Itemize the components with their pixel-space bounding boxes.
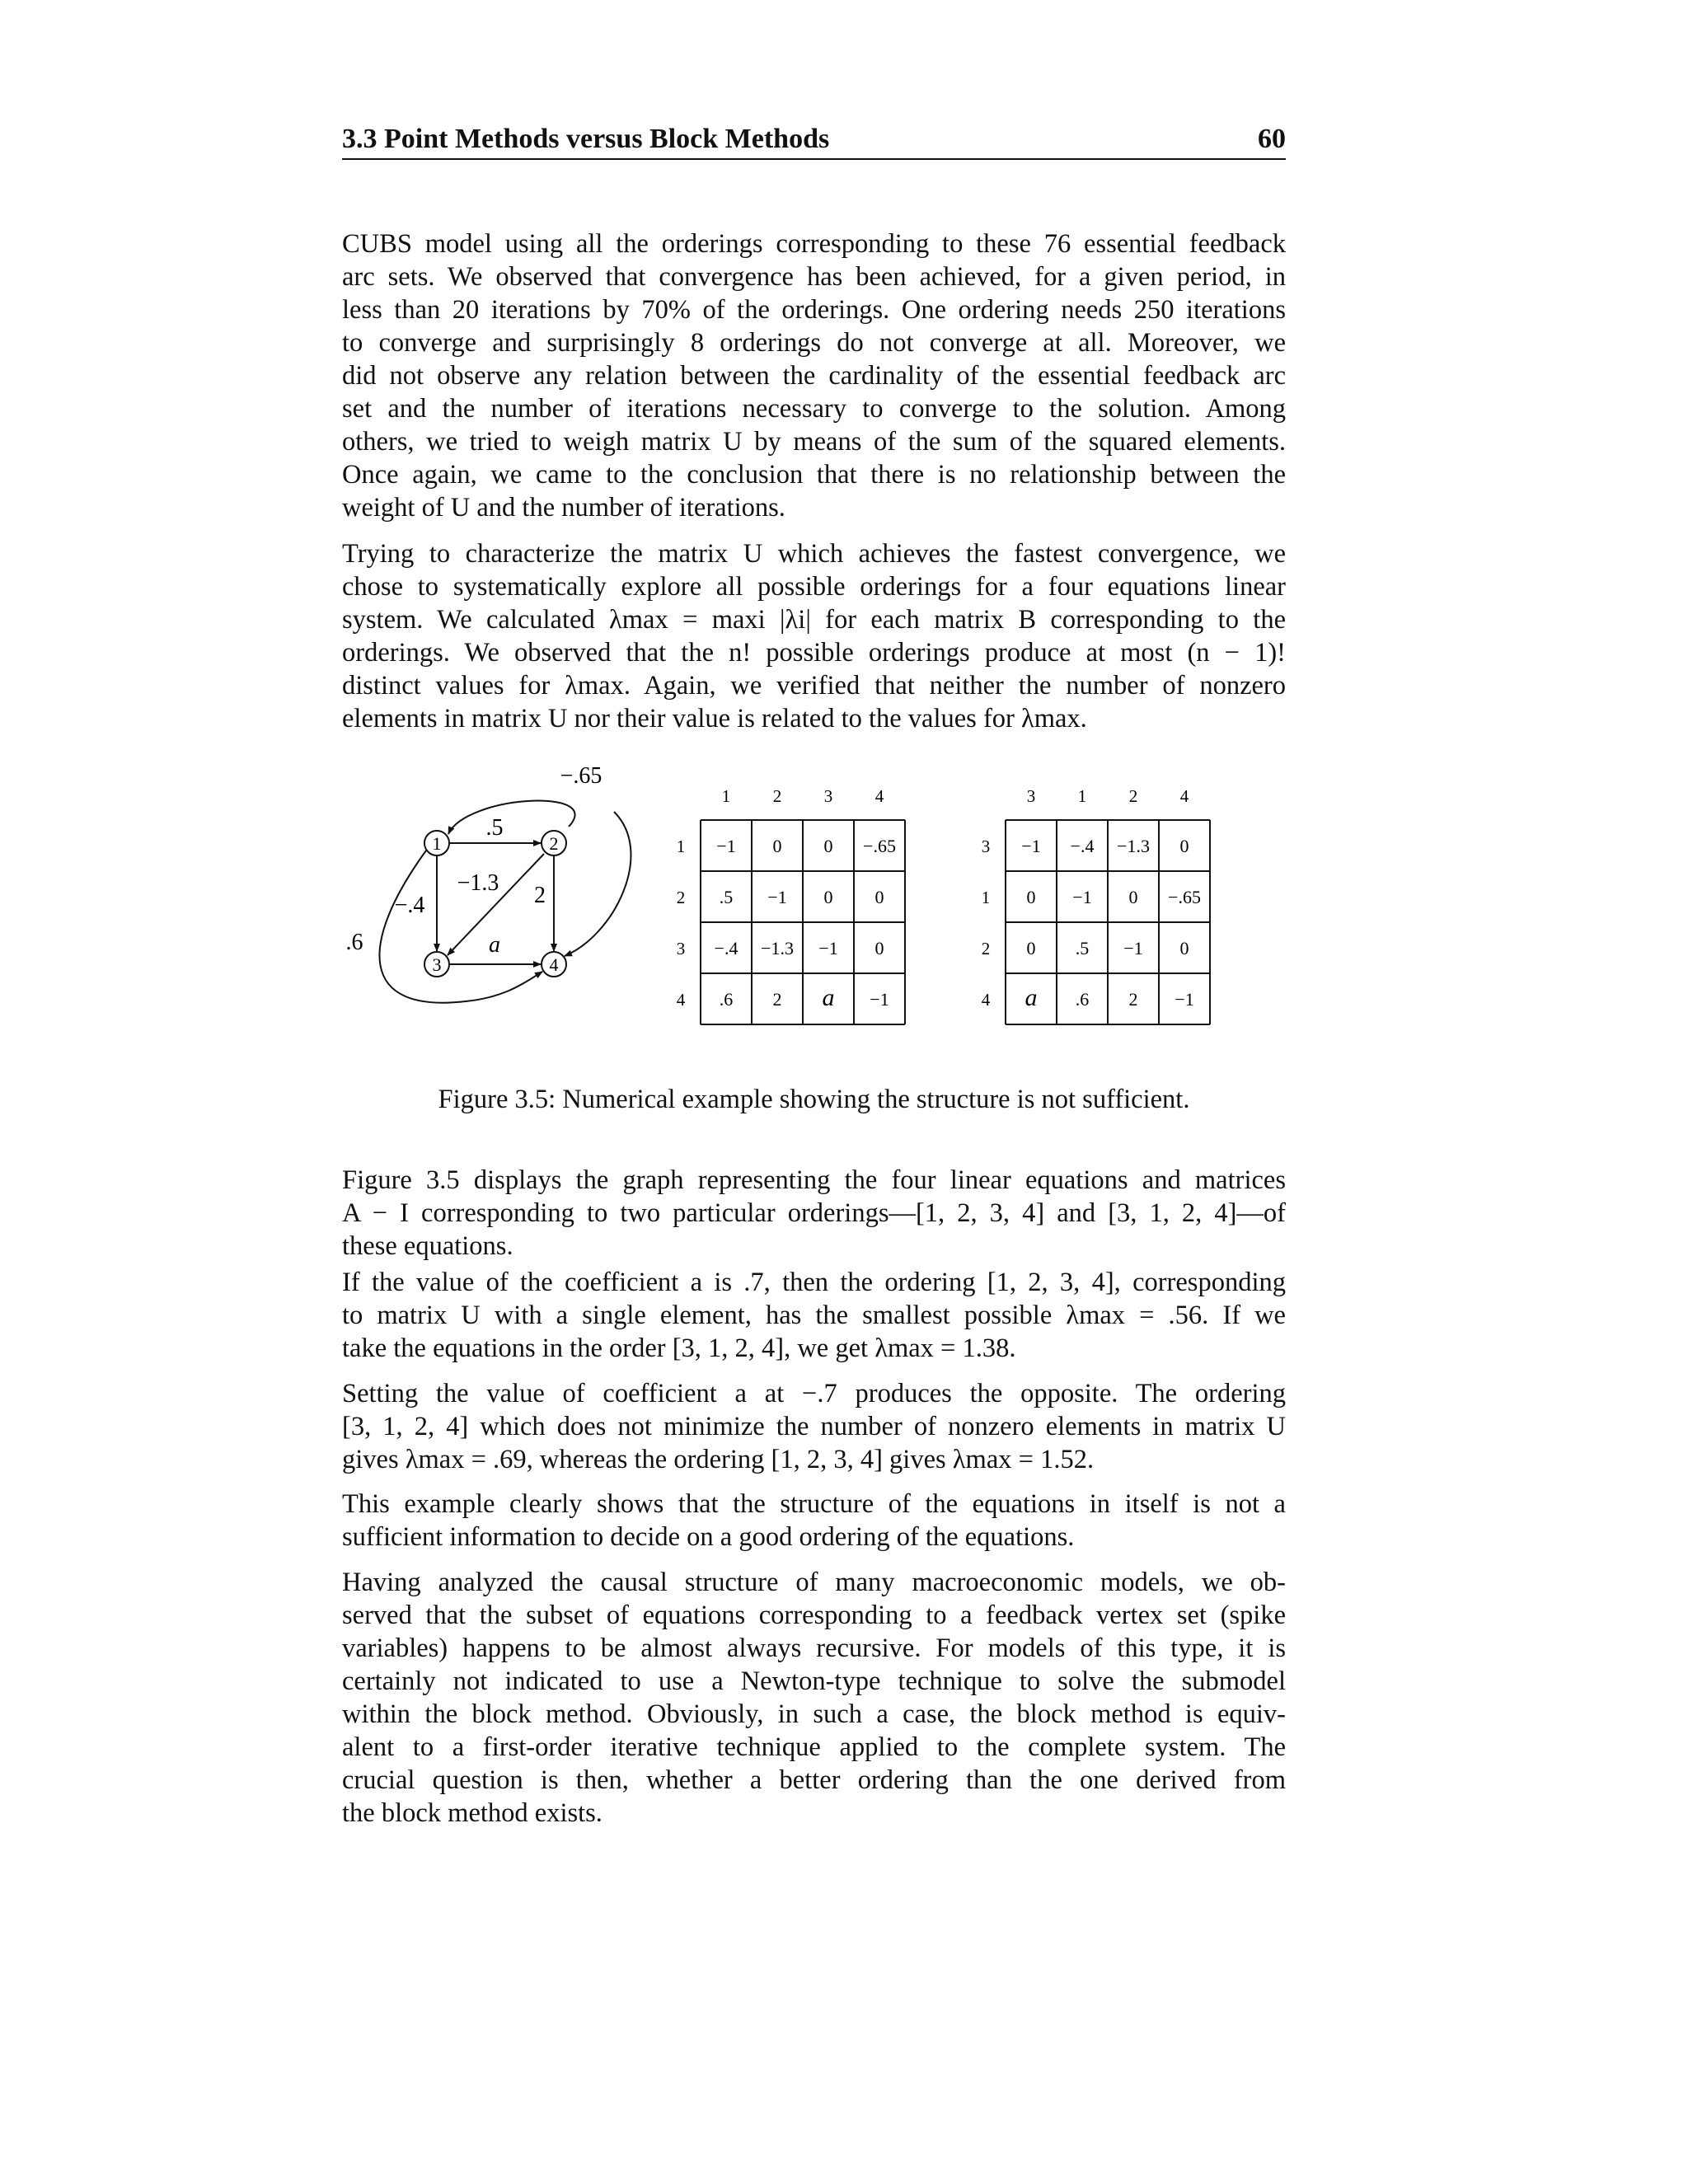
paragraph-7: [342, 1566, 1286, 1830]
edge-label-e14: .6: [345, 930, 363, 955]
matrix-cell: −1: [818, 938, 838, 958]
figure-3-5: [342, 754, 1286, 1026]
matrix-cell: a: [1025, 984, 1038, 1011]
text-line: certainly not indicated to use a Newton-type technique to solve the submodel: [342, 1666, 1286, 1696]
matrix-cell: −1: [1175, 989, 1194, 1010]
section-title: 3.3 Point Methods versus Block Methods: [342, 124, 830, 154]
text-line: alent to a first-order iterative technique applied to the complete system. The: [342, 1732, 1286, 1762]
col-header: 1: [1077, 786, 1087, 806]
matrix-cell: 0: [874, 938, 884, 958]
edge-guide: [566, 785, 613, 852]
edge-label-e21: .5: [485, 815, 504, 841]
matrix-cell: −1: [716, 836, 736, 856]
edge-label-e34: a: [489, 932, 500, 958]
text-line: weight of U and the number of iterations.: [342, 493, 785, 523]
paragraph-1: [342, 227, 1286, 524]
matrix-cell: −.4: [1070, 836, 1095, 856]
text-line: A − I corresponding to two particular orderings—[1, 2, 3, 4] and [3, 1, 2, 4]—of: [342, 1198, 1286, 1228]
text-line: these equations.: [342, 1231, 513, 1261]
paragraph-4: [342, 1266, 1286, 1365]
row-header: 1: [981, 888, 991, 907]
text-line: variables) happens to be almost always recursive. For models of this type, it is: [342, 1633, 1286, 1663]
edge-label-e24: 2: [534, 883, 546, 908]
matrix-cell: −1: [767, 887, 787, 907]
text-line: less than 20 iterations by 70% of the orderings. One ordering needs 250 iterations: [342, 295, 1286, 325]
text-line: within the block method. Obviously, in such a case, the block method is equiv-: [342, 1699, 1286, 1729]
matrix-cell: 0: [1179, 938, 1189, 958]
text-line: orderings. We observed that the n! possible orderings produce at most (n − 1)!: [342, 638, 1286, 668]
text-line: set and the number of iterations necessary to converge to the solution. Among: [342, 394, 1286, 424]
text-line: crucial question is then, whether a better ordering than the one derived from: [342, 1765, 1286, 1795]
text-line: [3, 1, 2, 4] which does not minimize the number of nonzero elements in matrix U: [342, 1412, 1286, 1441]
matrix-cell: 0: [1026, 938, 1036, 958]
col-header: 2: [1128, 786, 1138, 806]
col-header: 4: [874, 786, 884, 806]
matrix-cell: −1.3: [1117, 836, 1150, 856]
text-line: Once again, we came to the conclusion that there is no relationship between the: [342, 460, 1286, 490]
text-line: system. We calculated λmax = maxi |λi| for each matrix B corresponding to the: [342, 605, 1286, 635]
node-4: 4: [549, 954, 559, 975]
matrix-ordering-1234: [677, 786, 905, 1024]
matrix-ordering-3124: [982, 786, 1210, 1024]
col-header: 3: [823, 786, 833, 806]
edge-label-e41: −.65: [560, 763, 603, 789]
paragraph-2: [342, 537, 1286, 735]
matrix-cell: .6: [1075, 989, 1090, 1010]
col-header: 4: [1179, 786, 1189, 806]
text-line: Setting the value of coefficient a at −.7 produces the opposite. The ordering: [342, 1379, 1286, 1408]
text-line: If the value of the coefficient a is .7, then the ordering [1, 2, 3, 4], corresponding: [342, 1268, 1286, 1297]
text-line: to matrix U with a single element, has the smallest possible λmax = .56. If we: [342, 1301, 1286, 1330]
row-header: 3: [981, 837, 991, 856]
matrix-cell: −1: [1072, 887, 1092, 907]
row-header: 4: [981, 990, 991, 1010]
matrix-cell: 0: [823, 887, 833, 907]
matrix-cell: 0: [1026, 887, 1036, 907]
text-line: chose to systematically explore all possible orderings for a four equations linear: [342, 572, 1286, 602]
matrix-cell: 0: [772, 836, 782, 856]
matrix-cell: −.65: [863, 836, 896, 856]
edge-label-e13: −.4: [394, 893, 425, 918]
row-header: 2: [676, 888, 686, 907]
node-3: 3: [432, 954, 442, 975]
row-header: 1: [676, 837, 686, 856]
text-line: Figure 3.5 displays the graph representing the four linear equations and matrices: [342, 1165, 1286, 1195]
text-line: gives λmax = .69, whereas the ordering [1, 2, 3, 4] gives λmax = 1.52.: [342, 1445, 1095, 1474]
text-line: the block method exists.: [342, 1798, 603, 1828]
text-line: elements in matrix U nor their value is related to the values for λmax.: [342, 704, 1087, 733]
row-header: 3: [676, 939, 686, 958]
col-header: 2: [772, 786, 782, 806]
col-header: 1: [721, 786, 731, 806]
text-line: This example clearly shows that the structure of the equations in itself is not a: [342, 1489, 1286, 1519]
figure-graphic: [342, 754, 1286, 1026]
edge-4-2-arc: [565, 812, 631, 956]
text-line: distinct values for λmax. Again, we verified that neither the number of nonzero: [342, 671, 1286, 701]
matrix-cell: 0: [1128, 887, 1138, 907]
matrix-cell: .6: [719, 989, 734, 1010]
row-header: 4: [676, 990, 686, 1010]
matrix-cell: 0: [1179, 836, 1189, 856]
matrix-cell: .5: [1075, 938, 1090, 958]
text-line: others, we tried to weigh matrix U by means of the sum of the squared elements.: [342, 427, 1286, 457]
text-line: CUBS model using all the orderings corresponding to these 76 essential feedback: [342, 229, 1286, 259]
matrix-cell: −.65: [1168, 887, 1201, 907]
text-line: to converge and surprisingly 8 orderings do not converge at all. Moreover, we: [342, 328, 1286, 358]
matrix-cell: −.4: [714, 938, 738, 958]
text-line: Trying to characterize the matrix U which achieves the fastest convergence, we: [342, 539, 1286, 569]
col-header: 3: [1026, 786, 1036, 806]
matrix-cell: 0: [874, 887, 884, 907]
matrix-cell: −1: [1123, 938, 1143, 958]
paragraph-3: [342, 1164, 1286, 1263]
matrix-cell: 2: [772, 989, 782, 1010]
matrix-cell: 0: [823, 836, 833, 856]
edge-label-e23: −1.3: [457, 870, 499, 896]
text-line: take the equations in the order [3, 1, 2, 4], we get λmax = 1.38.: [342, 1333, 1016, 1363]
text-line: sufficient information to decide on a good ordering of the equations.: [342, 1522, 1075, 1552]
causal-graph: [346, 763, 631, 1003]
running-header: [342, 120, 1286, 160]
paragraph-6: [342, 1488, 1286, 1554]
text-line: Having analyzed the causal structure of many macroeconomic models, we ob-: [342, 1568, 1286, 1597]
paragraph-5: [342, 1377, 1286, 1476]
matrix-cell: .5: [719, 887, 734, 907]
text-line: did not observe any relation between the cardinality of the essential feedback arc: [342, 361, 1286, 391]
row-header: 2: [981, 939, 991, 958]
edge-2-1: [448, 801, 575, 834]
node-1: 1: [432, 833, 442, 854]
figure-caption: Figure 3.5: Numerical example showing the structure is not sufficient.: [438, 1085, 1190, 1114]
matrix-cell: 2: [1128, 989, 1138, 1010]
page-number: 60: [1258, 124, 1286, 154]
matrix-cell: −1: [1021, 836, 1041, 856]
matrix-cell: −1: [870, 989, 889, 1010]
matrix-cell: a: [822, 984, 835, 1011]
text-line: arc sets. We observed that convergence has been achieved, for a given period, in: [342, 262, 1286, 292]
node-2: 2: [549, 833, 559, 854]
matrix-cell: −1.3: [761, 938, 794, 958]
text-line: served that the subset of equations corresponding to a feedback vertex set (spike: [342, 1601, 1286, 1630]
